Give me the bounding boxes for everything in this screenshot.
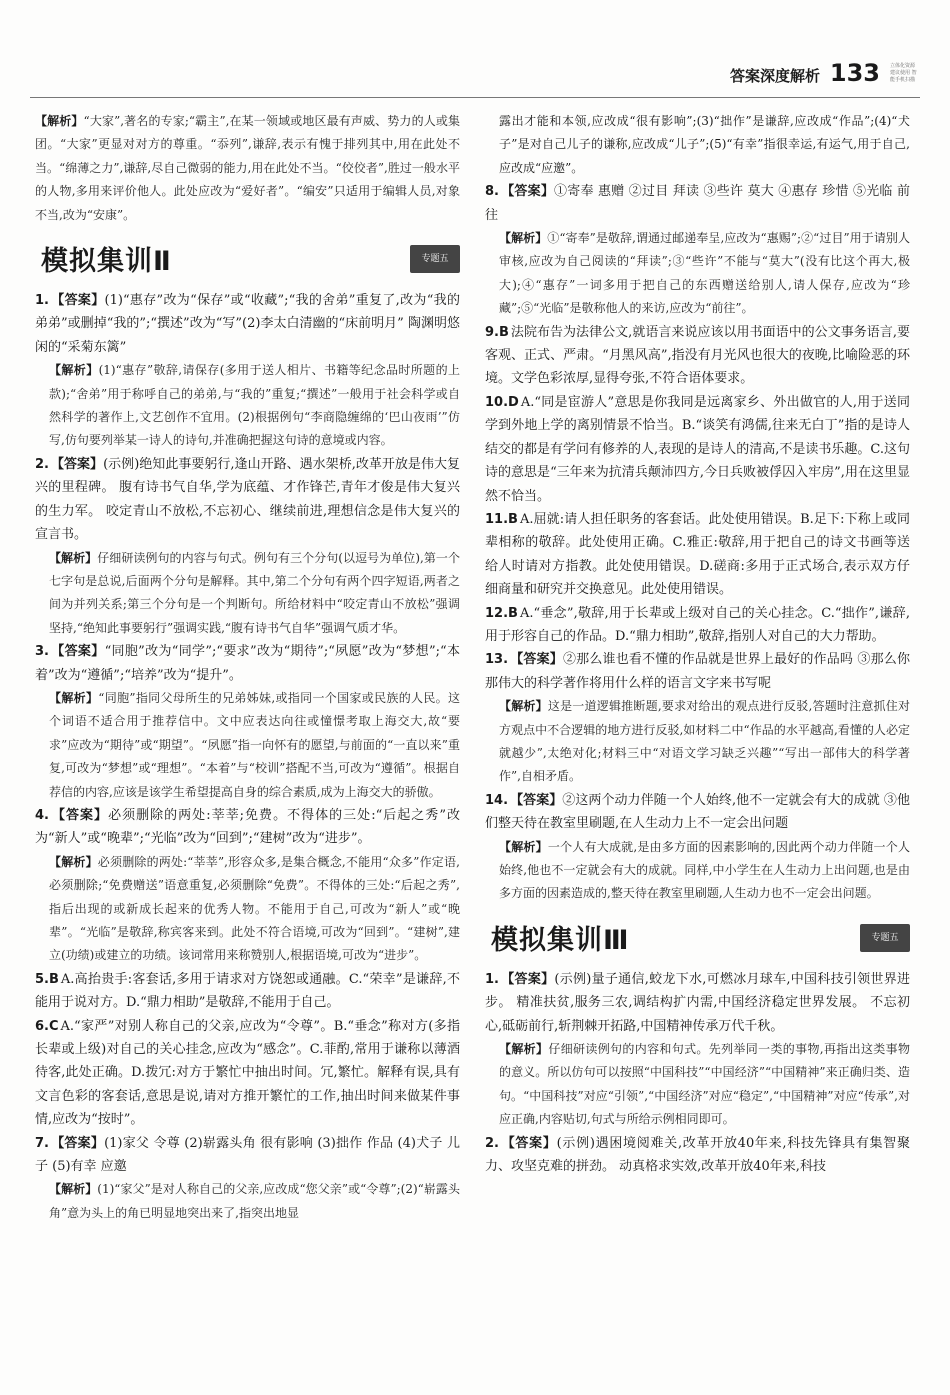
analysis-block (485, 836, 910, 906)
question-item (485, 1132, 910, 1179)
answer-text: A.“垂念”,敬辞,用于长辈或上级对自己的关心挂念。C.“拙作”,谦辞,用于形容自己的作品。D.“鼎力相助”,敬辞,指别人对自己的大力帮助。 (485, 605, 910, 644)
answer-text: ②那么谁也看不懂的作品就是世界上最好的作品吗 ③那么你那伟大的科学著作将用什么样的语言文字来书写呢 (485, 652, 910, 691)
question-number: 3. (35, 644, 49, 660)
analysis-tag: 【解析】 (49, 690, 99, 705)
answer-tag: 【答案】 (50, 807, 109, 823)
analysis-tag: 【解析】 (499, 1042, 549, 1057)
answer-text: (示例)遇困境阅难关,改革开放40年来,科技先锋具有集智聚力、攻坚克难的拼劲。 动真格求实效,改革开放40年来,科技 (485, 1135, 910, 1175)
section-badge: 专题五 (410, 245, 460, 273)
analysis-tag: 【解析】 (499, 231, 548, 246)
analysis-text: 一个人有大成就,是由多方面的因素影响的,因此两个动力伴随一个人始终,他也不一定就会有大的成就。同样,中小学生在人生动力上出问题,也是由多方面的因素造成的,整天待在教室里刷题,人生动力也不一定会出问题。 (499, 839, 910, 901)
question-item (485, 602, 910, 649)
answer-tag: 【答案】 (510, 792, 563, 808)
right-items-2 (485, 968, 910, 1179)
section-title: 模拟集训Ⅲ (491, 924, 630, 956)
answer-tag: 【答案】 (50, 1135, 105, 1151)
page-number: 133 (829, 59, 880, 87)
question-item (35, 804, 460, 851)
left-column (35, 110, 460, 1225)
answer-tag: 【答案】 (50, 456, 104, 472)
answer-text: “同胞”改为“同学”;“要求”改为“期待”;“夙愿”改为“梦想”;“本着”改为“遵循”;“培养”改为“提升”。 (35, 644, 460, 683)
analysis-text: “同胞”指同父母所生的兄弟姊妹,或指同一个国家或民族的人民。这个词语不适合用于推荐信中。文中应表达向往或憧憬考取上海交大,故“要求”应改为“期待”或“期望”。“夙愿”指一向怀有的愿望,与前面的“一直以来”重复,可改为“梦想”或“理想”。“本着”与“校训”搭配不当,可改为“遵循”。根据自荐信的内容,应该是该学生希望提高自身的综合素质,成为上海交大的骄傲。 (49, 690, 460, 799)
answer-tag: 【答案】 (50, 644, 105, 660)
right-column (485, 110, 910, 1178)
question-number: 7. (35, 1135, 49, 1151)
analysis-text: 必须删除的两处:“莘莘”,形容众多,是集合概念,不能用“众多”作定语,必须删除;“免费赠送”语意重复,必须删除“免费”。不得体的三处:“后起之秀”,指后出现的或新成长起来的优秀人物。不能用于自己,可改为“新人”或“晚辈”。“光临”是敬辞,称宾客来到。此处不符合语境,可改为“回到”。“建树”,建立(功绩)或建立的功绩。该词常用来称赞别人,根据语境,可改为“进步”。 (49, 854, 460, 963)
question-number: 9.B (485, 324, 509, 340)
analysis-tag: 【解析】 (49, 854, 98, 869)
question-number: 2. (35, 456, 49, 472)
question-item (485, 508, 910, 602)
left-items (35, 289, 460, 1225)
question-item (485, 968, 910, 1038)
analysis-tag: 【解析】 (49, 550, 98, 565)
question-number: 11.B (485, 511, 518, 527)
answer-text: ②这两个动力伴随一个人始终,他不一定就会有大的成就 ③他们整天待在教室里刷题,在人生动力上不一定会出问题 (485, 792, 910, 832)
answer-text: A.“同是宦游人”意思是你我同是远离家乡、外出做官的人,用于送同学到外地上学的离别情景不恰当。B.“谈笑有鸿儒,往来无白丁”指的是诗人结交的都是有学问有修养的人,表现的是诗人的清高,不是读书乐趣。C.这句诗的意思是“三年来为抗清兵颠沛四方,今日兵败被俘囚入牢房”,用在这里显然不恰当。 (485, 394, 910, 504)
analysis-block (485, 695, 910, 789)
section-title: 模拟集训Ⅱ (41, 246, 172, 278)
question-item (485, 789, 910, 836)
analysis-tag: 【解析】 (49, 1182, 98, 1197)
question-number: 6.C (35, 1018, 59, 1034)
question-item (485, 648, 910, 695)
analysis-block (35, 547, 460, 641)
analysis-tag: 【解析】 (499, 839, 548, 854)
intro-analysis: 【解析】“大家”,著名的专家;“霸主”,在某一领域或地区最有声威、势力的人或集团。“大家”更显对对方的尊重。“忝列”,谦辞,表示有愧于排列其中,用在此处不当。“绵薄之力”,谦辞,尽自己微弱的能力,用在此处不当。“佼佼者”,胜过一般水平的人物,多用来评价他人。此处应改为“爱好者”。“编安”只适用于编辑人员,对象不当,改为“安康”。 (35, 114, 460, 222)
question-item (35, 1015, 460, 1132)
section-header-2 (35, 233, 460, 285)
page-header (30, 55, 920, 98)
section-badge: 专题五 (860, 924, 910, 952)
analysis-tag: 【解析】 (49, 363, 99, 378)
question-number: 13. (485, 652, 509, 668)
analysis-block (35, 851, 460, 968)
answer-text: (示例)绝知此事要躬行,逢山开路、遇水架桥,改革开放是伟大复兴的里程碑。 腹有诗书气自华,学为底蕴、才作锋芒,青年才俊是伟大复兴的生力军。 咬定青山不放松,不忘初心、继续前进,理想信念是伟大复兴的宣言书。 (35, 456, 460, 543)
answer-text: 必须删除的两处:莘莘;免费。不得体的三处:“后起之秀”改为“新人”或“晚辈”;“光临”改为“回到”;“建树”改为“进步”。 (35, 807, 460, 847)
answer-tag: 【答案】 (500, 184, 555, 200)
analysis-block (485, 227, 910, 321)
analysis-text: 仔细研读例句的内容和句式。先列举同一类的事物,再指出这类事物的意义。所以仿句可以按照“中国科技”“中国经济”“中国精神”来正确归类、造句。“中国科技”对应“引领”,“中国经济”对应“稳定”,“中国精神”对应“传承”,对应正确,内容贴切,句式与所给示例相同即可。 (499, 1042, 910, 1127)
analysis-text: ①“寄奉”是敬辞,谓通过邮递奉呈,应改为“惠赐”;②“过目”用于请别人审核,应改为自己阅读的“拜读”;③“些许”不能与“莫大”(没有比这个再大,极大);④“惠存”一词多用于把自己的东西赠送给别人,请人保存,应改为“珍藏”;⑤“光临”是敬称他人的来访,应改为“前往”。 (499, 231, 910, 316)
question-item (35, 968, 460, 1015)
continuation-text: 露出才能和本领,应改成“很有影响”;(3)“拙作”是谦辞,应改成“作品”;(4)“犬子”是对自己儿子的谦称,应改成“儿子”;(5)“有幸”指很幸运,有运气,用于自己,应改成“应邀”。 (499, 114, 910, 175)
answer-text: A.“家严”对别人称自己的父亲,应改为“令尊”。B.“垂念”称对方(多指长辈或上级)对自己的关心挂念,应改为“感念”。C.菲酌,常用于谦称以薄酒待客,此处正确。D.拨冗:对方于繁忙中抽出时间。冗,繁忙。解释有误,具有文言色彩的客套话,意思是说,请对方推开繁忙的工作,抽出时间来做某件事情,应改为“按时”。 (35, 1018, 460, 1128)
question-item (35, 289, 460, 359)
question-number: 4. (35, 807, 49, 823)
question-number: 5.B (35, 971, 59, 987)
answer-text: A.屈就:请人担任职务的客套话。此处使用错误。B.足下:下称上或同辈相称的敬辞。此处使用正确。C.雅正:敬辞,用于把自己的诗文书画等送给人时请对方指教。此处使用错误。D.磋商:多用于正式场合,表示双方仔细商量和研究并交换意见。此处使用错误。 (485, 511, 910, 598)
answer-text: (1)“惠存”改为“保存”或“收藏”;“我的舍弟”重复了,改为“我的弟弟”或删掉“我的”;“撰述”改为“写”(2)李太白清幽的“床前明月” 陶渊明悠闲的“采菊东篱” (35, 293, 460, 355)
question-item (35, 1132, 460, 1179)
answer-tag: 【答案】 (500, 971, 555, 987)
answer-tag: 【答案】 (50, 293, 105, 309)
answer-tag: 【答案】 (500, 1135, 557, 1151)
question-number: 8. (485, 184, 499, 200)
question-number: 1. (485, 971, 499, 987)
analysis-block (35, 687, 460, 804)
question-item (485, 321, 910, 391)
analysis-tag: 【解析】 (499, 699, 548, 714)
analysis-text: 这是一道逻辑推断题,要求对给出的观点进行反驳,答题时注意抓住对方观点中不合逻辑的地方进行反驳,如材料二中“作品的水平越高,看懂的人必定就越少”,太绝对化;材料三中“对语文学习缺乏兴趣”“写出一部伟大的科学著作”,自相矛盾。 (499, 699, 910, 784)
answer-text: A.高抬贵手:客套话,多用于请求对方饶恕或通融。C.“荣幸”是谦辞,不能用于说对方。D.“鼎力相助”是敬辞,不能用于自己。 (35, 971, 460, 1011)
question-number: 14. (485, 792, 509, 808)
analysis-text: (1)“惠存”敬辞,请保存(多用于送人相片、书籍等纪念品时所题的上款);“舍弟”用于称呼自己的弟弟,与“我的”重复;“撰述”一般用于社会科学或自然科学的著作上,文艺创作不宜用。(2)根据例句“李商隐缠绵的‘巴山夜雨’”仿写,仿句要列举某一诗人的诗句,并准确把握这句诗的意境或内容。 (49, 363, 460, 448)
answer-text: (示例)量子通信,蛟龙下水,可燃冰月球车,中国科技引领世界进步。 精准扶贫,服务三农,调结构扩内需,中国经济稳定世界发展。 不忘初心,砥砺前行,斩荆棘开拓路,中国精神传承万代千秋。 (485, 971, 910, 1034)
question-item (35, 453, 460, 547)
question-number: 10.D (485, 394, 519, 410)
analysis-text: (1)“家父”是对人称自己的父亲,应改成“您父亲”或“令尊”;(2)“崭露头角”意为头上的角已明显地突出来了,指突出地显 (49, 1182, 460, 1220)
answer-text: 法院布告为法律公文,就语言来说应该以用书面语中的公文事务语言,要客观、正式、严肃。“月黑风高”,指没有月光风也很大的夜晚,比喻险恶的环境。文学色彩浓厚,显得夸张,不符合语体要求。 (485, 324, 910, 387)
answer-text: ①寄奉 惠赠 ②过目 拜读 ③些许 莫大 ④惠存 珍惜 ⑤光临 前往 (485, 184, 910, 223)
analysis-block (485, 1038, 910, 1132)
question-item (35, 640, 460, 687)
question-item (485, 180, 910, 227)
right-items (485, 180, 910, 906)
answer-tag: 【答案】 (510, 652, 563, 668)
header-title: 答案深度解析 (729, 67, 820, 85)
question-number: 12.B (485, 605, 518, 621)
qr-corner-mark: 立体化资源 建议使用 智能手机扫描 (890, 63, 917, 83)
answer-text: (1)家父 令尊 (2)崭露头角 很有影响 (3)拙作 作品 (4)犬子 儿子 (5)有幸 应邀 (35, 1135, 460, 1175)
section-header-3 (485, 912, 910, 964)
analysis-block (35, 359, 460, 453)
analysis-text: 仔细研读例句的内容与句式。例句有三个分句(以逗号为单位),第一个七字句是总说,后面两个分句是解释。其中,第二个分句有两个四字短语,两者之间为并列关系;第三个分句是一个判断句。所给材料中“咬定青山不放松”强调坚持,“绝知此事要躬行”强调实践,“腹有诗书气自华”强调气质才华。 (49, 550, 460, 635)
analysis-block (35, 1178, 460, 1225)
question-item (485, 391, 910, 508)
question-number: 1. (35, 293, 49, 309)
question-number: 2. (485, 1135, 499, 1151)
